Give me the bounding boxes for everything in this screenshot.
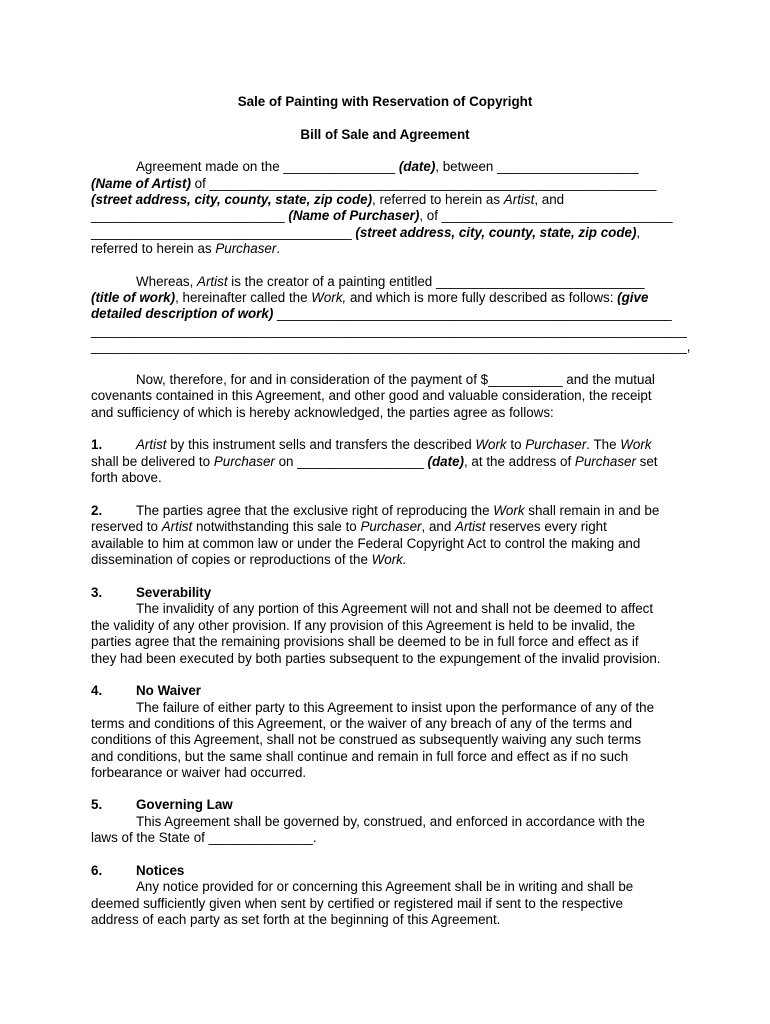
section-6-line: Any notice provided for or concerning this Agreement shall be in writing and shall be bbox=[136, 879, 634, 894]
section-4-line: The failure of either party to this Agreement to insist upon the performance of any of the bbox=[136, 700, 655, 715]
document-title: Sale of Painting with Reservation of Copyright bbox=[237, 94, 533, 109]
description-placeholder: detailed description of work) bbox=[91, 306, 274, 321]
section-3-line: the validity of any other provision. If any provision of this Agreement is held to be invalid, the bbox=[91, 618, 636, 633]
date-placeholder: (date) bbox=[427, 454, 464, 469]
section-6-line: deemed sufficiently given when sent by certified or registered mail if sent to the respective bbox=[91, 896, 623, 911]
text: , hereinafter called the bbox=[175, 290, 312, 305]
section-4-line: and conditions, but the same shall continue and remain in full force and effect as if no such bbox=[91, 749, 629, 764]
section-2-line-1 bbox=[136, 503, 659, 519]
section-6-line: address of each party as set forth at the beginning of this Agreement. bbox=[91, 912, 501, 927]
section-2-line-2 bbox=[91, 519, 607, 535]
defined-term: Artist bbox=[455, 519, 486, 534]
defined-term: Artist bbox=[197, 274, 228, 289]
section-3-line: they had been executed by both parties subsequent to the expungement of the invalid provision. bbox=[91, 651, 661, 666]
section-5-line: laws of the State of ______________. bbox=[91, 830, 317, 845]
section-number: 4. bbox=[91, 683, 103, 698]
text: ___________________________________ bbox=[91, 225, 356, 240]
text: is the creator of a painting entitled ____________________________ bbox=[227, 274, 645, 289]
intro-line-1 bbox=[136, 159, 639, 175]
defined-term: Purchaser bbox=[525, 437, 587, 452]
text: to bbox=[506, 437, 526, 452]
section-2-line-3: available to him at common law or under the Federal Copyright Act to control the making and bbox=[91, 536, 641, 551]
section-1-line-3: forth above. bbox=[91, 470, 162, 485]
text: , bbox=[636, 225, 641, 240]
section-heading: No Waiver bbox=[136, 683, 201, 698]
text: on _________________ bbox=[274, 454, 428, 469]
section-5-line: This Agreement shall be governed by, construed, and enforced in accordance with the bbox=[136, 814, 645, 829]
section-heading: Severability bbox=[136, 585, 212, 600]
defined-term: Artist bbox=[136, 437, 167, 452]
whereas-line-4: ________________________________________________________________________________ bbox=[91, 323, 687, 338]
section-4-line: terms and conditions of this Agreement, or the waiver of any breach of any of the terms and bbox=[91, 716, 633, 731]
artist-name-placeholder: (Name of Artist) bbox=[91, 176, 191, 191]
section-number: 5. bbox=[91, 797, 103, 812]
defined-term: Purchaser bbox=[574, 454, 636, 469]
defined-term: Purchaser bbox=[360, 519, 422, 534]
intro-line-4 bbox=[91, 208, 673, 224]
text: referred to herein as bbox=[91, 241, 216, 256]
description-placeholder: (give bbox=[617, 290, 649, 305]
text: Whereas, bbox=[136, 274, 198, 289]
defined-term: Purchaser bbox=[215, 241, 277, 256]
text: Agreement made on the _______________ bbox=[136, 159, 399, 174]
section-1-line-1 bbox=[136, 437, 652, 453]
text: __________________________ bbox=[91, 208, 289, 223]
address-placeholder: (street address, city, county, state, zip code) bbox=[91, 192, 373, 207]
purchaser-name-placeholder: (Name of Purchaser) bbox=[288, 208, 420, 223]
section-number: 1. bbox=[91, 437, 103, 452]
text: _____________________________________________________ bbox=[273, 306, 672, 321]
intro-line-2 bbox=[91, 176, 656, 192]
intro-line-3 bbox=[91, 192, 564, 208]
address-placeholder: (street address, city, county, state, zip code) bbox=[355, 225, 637, 240]
text: notwithstanding this sale to bbox=[192, 519, 361, 534]
defined-term: Work, bbox=[311, 290, 347, 305]
text: The parties agree that the exclusive right of reproducing the bbox=[136, 503, 494, 518]
text: reserved to bbox=[91, 519, 162, 534]
consideration-line-1: Now, therefore, for and in consideration of the payment of $__________ and the mutual bbox=[136, 372, 655, 387]
text: shall be delivered to bbox=[91, 454, 214, 469]
defined-term: Purchaser bbox=[213, 454, 275, 469]
text: . bbox=[276, 241, 281, 256]
title-placeholder: (title of work) bbox=[91, 290, 176, 305]
section-heading: Notices bbox=[136, 863, 185, 878]
whereas-line-3 bbox=[91, 306, 672, 322]
text: , between ___________________ bbox=[435, 159, 639, 174]
consideration-line-3: and sufficiency of which is hereby acknowledged, the parties agree as follows: bbox=[91, 405, 554, 420]
intro-line-6 bbox=[91, 241, 280, 257]
section-4-line: conditions of this Agreement, shall not be construed as subsequently waiving any such terms bbox=[91, 732, 642, 747]
defined-term: Artist bbox=[161, 519, 193, 534]
defined-term: Work bbox=[493, 503, 525, 518]
text: , referred to herein as bbox=[372, 192, 504, 207]
section-number: 3. bbox=[91, 585, 103, 600]
text: and which is more fully described as follows: bbox=[346, 290, 618, 305]
text: . The bbox=[586, 437, 621, 452]
text: , and bbox=[421, 519, 456, 534]
whereas-line-1 bbox=[136, 274, 645, 290]
date-placeholder: (date) bbox=[398, 159, 436, 174]
defined-term: Work bbox=[620, 437, 652, 452]
text: of ____________________________________________________________ bbox=[190, 176, 657, 191]
intro-line-5 bbox=[91, 225, 640, 241]
whereas-line-5: ________________________________________________________________________________, bbox=[91, 339, 691, 354]
section-3-line: The invalidity of any portion of this Agreement will not and shall not be deemed to affect bbox=[136, 601, 654, 616]
section-2-line-4 bbox=[91, 552, 407, 568]
text: shall remain in and be bbox=[524, 503, 660, 518]
text: , at the address of bbox=[463, 454, 575, 469]
section-number: 6. bbox=[91, 863, 103, 878]
text: , of _______________________________ bbox=[419, 208, 673, 223]
defined-term: Work bbox=[475, 437, 507, 452]
text: dissemination of copies or reproductions of the bbox=[91, 552, 372, 567]
text: set bbox=[635, 454, 658, 469]
text: by this instrument sells and transfers the described bbox=[166, 437, 476, 452]
text: , and bbox=[534, 192, 565, 207]
defined-term: Work. bbox=[371, 552, 407, 567]
consideration-line-2: covenants contained in this Agreement, and other good and valuable consideration, the receipt bbox=[91, 388, 652, 403]
defined-term: Artist bbox=[503, 192, 535, 207]
document-subtitle: Bill of Sale and Agreement bbox=[300, 127, 470, 142]
section-number: 2. bbox=[91, 503, 103, 518]
section-3-line: parties agree that the remaining provisions shall be deemed to be in full force and effect as if bbox=[91, 634, 639, 649]
section-heading: Governing Law bbox=[136, 797, 233, 812]
whereas-line-2 bbox=[91, 290, 648, 306]
section-1-line-2 bbox=[91, 454, 658, 470]
section-4-line: forbearance or waiver had occurred. bbox=[91, 765, 307, 780]
text: reserves every right bbox=[485, 519, 607, 534]
